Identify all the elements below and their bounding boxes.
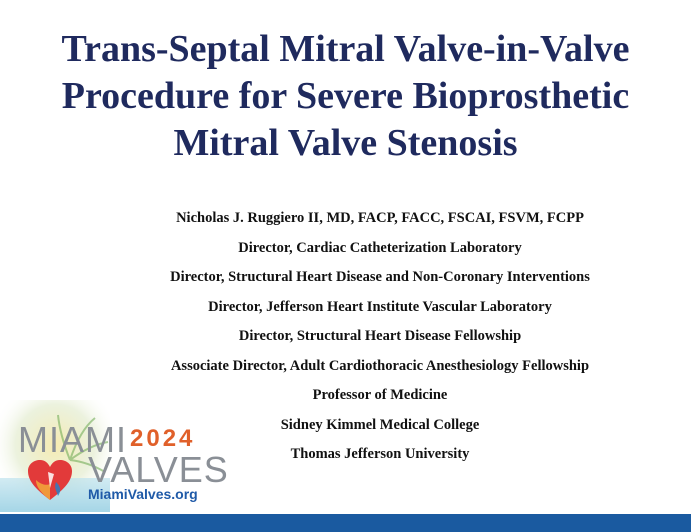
author-role: Director, Structural Heart Disease and Non-Coronary Interventions (170, 269, 590, 285)
author-institution: Sidney Kimmel Medical College (280, 416, 480, 433)
title-line-3: Mitral Valve Stenosis (173, 122, 518, 164)
author-role: Director, Structural Heart Disease Fellowship (238, 328, 522, 344)
title-line-1: Trans-Septal Mitral Valve-in-Valve (61, 28, 630, 70)
logo-url: MiamiValves.org (88, 486, 198, 502)
logo-word-valves: VALVES (88, 449, 229, 490)
author-role: Director, Jefferson Heart Institute Vascular Laboratory (208, 298, 552, 315)
author-institution: Thomas Jefferson University (290, 446, 470, 462)
author-name: Nicholas J. Ruggiero II, MD, FACP, FACC, FSCAI, FSVM, FCPP (176, 210, 584, 226)
title-line-2: Procedure for Severe Bioprosthetic (61, 75, 630, 117)
miami-valves-logo (0, 400, 260, 512)
author-title: Professor of Medicine (312, 387, 448, 403)
logo-word-miami: MIAMI (18, 419, 127, 460)
author-role: Director, Cardiac Catheterization Laboratory (238, 239, 522, 256)
author-role: Associate Director, Adult Cardiothoracic Anesthesiology Fellowship (170, 357, 590, 374)
heart-icon (26, 458, 74, 502)
footer-bar (0, 514, 691, 532)
slide-title (0, 26, 691, 167)
logo-year: 2024 (130, 425, 196, 452)
